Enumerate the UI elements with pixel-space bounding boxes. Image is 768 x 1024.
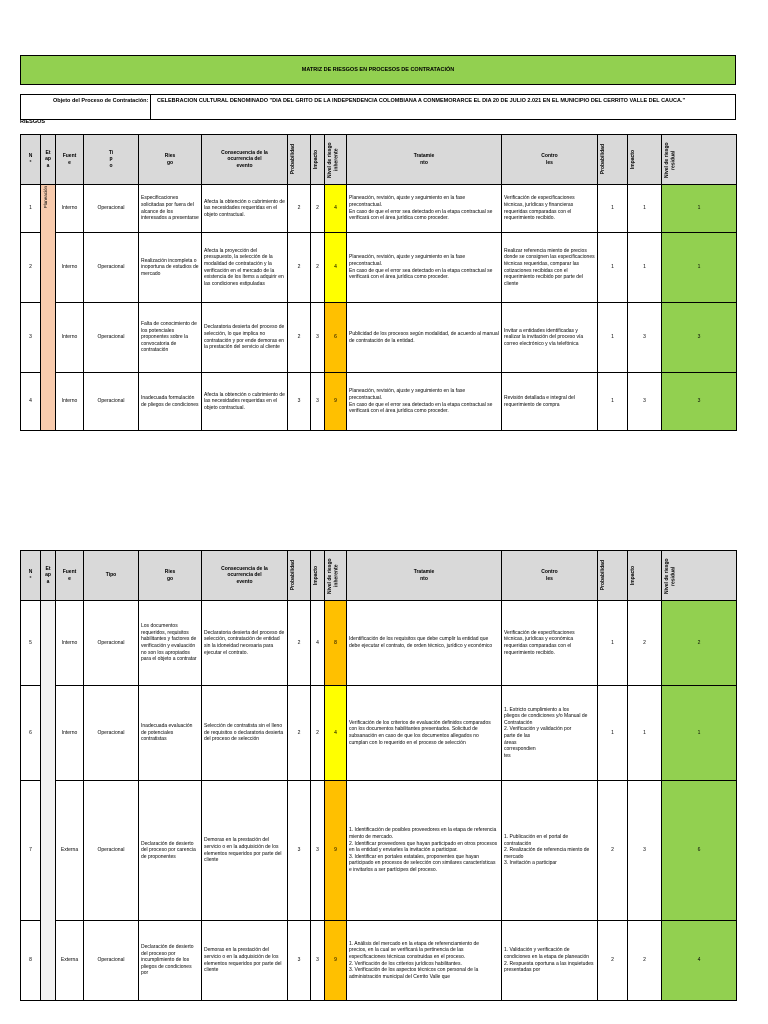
- impacto-residual-cell: 3: [628, 373, 662, 431]
- fuente-cell: Externa: [56, 781, 84, 921]
- riesgo-cell: Inadecuada evaluación de potenciales contratistas: [139, 686, 202, 781]
- header-nivel-residual: Nivel de riesgo residual: [662, 135, 737, 185]
- controles-cell: Realizar referencia miento de precios donde se consignen las especificaciones técnicas requeridas, comparar las cotizaciones recibidas con el requerimiento recibido por parte del cliente: [502, 233, 598, 303]
- fuente-cell: Interno: [56, 233, 84, 303]
- consecuencia-cell: Selección de contratista sin el lleno de requisitos o declaratoria desierta del proceso de selección: [202, 686, 288, 781]
- impacto-residual-cell: 3: [628, 781, 662, 921]
- impacto-residual-cell: 1: [628, 185, 662, 233]
- riesgo-cell: Declaración de desierto del proceso por incumplimiento de los pliegos de condiciones por: [139, 921, 202, 1001]
- impacto-cell: 2: [311, 233, 325, 303]
- tipo-cell: Operacional: [84, 233, 139, 303]
- consecuencia-cell: Afecta la obtención o cubrimiento de las necesidades requeridas en el objeto contractual.: [202, 185, 288, 233]
- impacto-cell: 2: [311, 686, 325, 781]
- nivel-residual-cell: 1: [662, 185, 737, 233]
- probabilidad-residual-cell: 2: [598, 781, 628, 921]
- tratamiento-cell: Publicidad de los procesos según modalidad, de acuerdo al manual de contratación de la entidad.: [347, 303, 502, 373]
- riesgo-cell: Declaración de desierto del proceso por carencia de proponentes: [139, 781, 202, 921]
- table-1-header-row: [21, 135, 737, 185]
- fuente-cell: Externa: [56, 921, 84, 1001]
- header-etapa: Et ap a: [41, 551, 56, 601]
- risk-number: 7: [21, 781, 41, 921]
- impacto-cell: 2: [311, 185, 325, 233]
- risk-number: 4: [21, 373, 41, 431]
- consecuencia-cell: Afecta la obtención o cubrimiento de las necesidades requeridas en el objeto contractual.: [202, 373, 288, 431]
- header-n: N °: [21, 551, 41, 601]
- header-tratamiento: Tratamie nto: [347, 551, 502, 601]
- controles-cell: Revisión detallada e integral del requerimiento de compra: [502, 373, 598, 431]
- tipo-cell: Operacional: [84, 781, 139, 921]
- nivel-residual-cell: 2: [662, 601, 737, 686]
- table-row: [21, 921, 737, 1001]
- probabilidad-cell: 2: [288, 686, 311, 781]
- probabilidad-residual-cell: 1: [598, 373, 628, 431]
- riesgo-cell: Los documentos requeridos, requisitos habilitantes y factores de verificación y evaluación no son los apropiados para el objeto a contratar: [139, 601, 202, 686]
- tratamiento-cell: Identificación de los requisitos que debe cumplir la entidad que debe ejecutar el contrato, de orden técnico, jurídico y económico: [347, 601, 502, 686]
- riesgo-cell: Falta de conocimiento de los potenciales proponentes sobre la convocatoria de contratación: [139, 303, 202, 373]
- header-controles: Contro les: [502, 551, 598, 601]
- header-etapa: Et ap a: [41, 135, 56, 185]
- impacto-cell: 3: [311, 781, 325, 921]
- impacto-cell: 3: [311, 373, 325, 431]
- nivel-residual-cell: 4: [662, 921, 737, 1001]
- controles-cell: 1. Publicación en el portal de contratación 2. Realización de referencia miento de mercado 3. Invitación a participar: [502, 781, 598, 921]
- header-riesgo: Ries go: [139, 135, 202, 185]
- impacto-residual-cell: 1: [628, 233, 662, 303]
- section-label: RIESGOS: [20, 119, 46, 125]
- impacto-residual-cell: 2: [628, 921, 662, 1001]
- header-tipo: Ti p o: [84, 135, 139, 185]
- risk-number: 8: [21, 921, 41, 1001]
- fuente-cell: Interno: [56, 373, 84, 431]
- header-impacto-residual: Impacto: [628, 551, 662, 601]
- table-row: [21, 373, 737, 431]
- tratamiento-cell: 1. Identificación de posibles proveedores en la etapa de referencia miento de mercado. 2. Identificar proveedores que hayan participado en otros procesos en la entidad y enviarles la invitación a participar. 3. Identificar en portales estatales, proponentes que hayan participado en procesos de selección con similares características e invitarlos a ser partícipes del proceso.: [347, 781, 502, 921]
- consecuencia-cell: Declaratoria desierta del proceso de selección, contratación de entidad sin la idoneidad necesaria para ejecutar el contrato.: [202, 601, 288, 686]
- riesgo-cell: Inadecuada formulación de pliegos de condiciones: [139, 373, 202, 431]
- tratamiento-cell: Planeación, revisión, ajuste y seguimiento en la fase precontractual. En caso de que el error sea detectado en la etapa contractual se verificará con el área jurídica como proceder.: [347, 233, 502, 303]
- nivel-inherente-cell: 8: [325, 601, 347, 686]
- objeto-value: CELEBRACION CULTURAL DENOMINADO "DIA DEL GRITO DE LA INDEPENDENCIA COLOMBIANA A CONMEMORARCE EL DIA 20 DE JULIO 2.021 EN EL MUNICIPIO DEL CERRITO VALLE DEL CAUCA.": [157, 98, 686, 104]
- tratamiento-cell: Planeación, revisión, ajuste y seguimiento en la fase precontractual. En caso de que el error sea detectado en la etapa contractual se verificará con el área jurídica como proceder.: [347, 185, 502, 233]
- tratamiento-cell: Verificación de los criterios de evaluación definidos comparados con los documentos habilitantes presentados. Solicitud de subsanación en caso de que los documentos allegados no cumplan con lo requerido en el proceso de selección: [347, 686, 502, 781]
- nivel-residual-cell: 6: [662, 781, 737, 921]
- probabilidad-residual-cell: 1: [598, 686, 628, 781]
- table-row: [21, 781, 737, 921]
- header-probabilidad-residual: Probabilidad: [598, 135, 628, 185]
- tipo-cell: Operacional: [84, 686, 139, 781]
- fuente-cell: Interno: [56, 601, 84, 686]
- risk-number: 6: [21, 686, 41, 781]
- consecuencia-cell: Demoras en la prestación del servicio o en la adquisición de los elementos requeridos por parte del cliente: [202, 921, 288, 1001]
- tratamiento-cell: 1. Análisis del mercado en la etapa de referenciamiento de precios, en la cual se verificará la pertinencia de las especificaciones técnicas construidas en el proceso. 2. Verificación de los criterios jurídicos habilitantes. 3. Verificación de los aspectos técnicos con personal de la administración municipal del Cerrito Valle que: [347, 921, 502, 1001]
- nivel-inherente-cell: 4: [325, 686, 347, 781]
- controles-cell: Verificación de especificaciones técnicas, jurídicas y económica requeridas comparadas con el requerimiento recibido.: [502, 601, 598, 686]
- table-row: [21, 303, 737, 373]
- etapa-cell: [41, 601, 56, 1001]
- probabilidad-cell: 2: [288, 601, 311, 686]
- header-impacto-residual: Impacto: [628, 135, 662, 185]
- riesgo-cell: Realización incompleta o inoportuna de estudios de mercado: [139, 233, 202, 303]
- probabilidad-residual-cell: 1: [598, 185, 628, 233]
- header-nivel-residual: Nivel de riesgo residual: [662, 551, 737, 601]
- tipo-cell: Operacional: [84, 921, 139, 1001]
- nivel-residual-cell: 1: [662, 233, 737, 303]
- tipo-cell: Operacional: [84, 601, 139, 686]
- tratamiento-cell: Planeación, revisión, ajuste y seguimiento en la fase precontractual. En caso de que el error sea detectado en la etapa contractual se verificará con el área jurídica como proceder.: [347, 373, 502, 431]
- consecuencia-cell: Declaratoria desierta del proceso de selección, lo que implica no contratación y por ende demoras en la prestación del servicio al cliente: [202, 303, 288, 373]
- nivel-inherente-cell: 9: [325, 781, 347, 921]
- nivel-inherente-cell: 4: [325, 233, 347, 303]
- etapa-cell: [41, 185, 56, 431]
- impacto-cell: 4: [311, 601, 325, 686]
- table-row: [21, 601, 737, 686]
- table-row: [21, 686, 737, 781]
- fuente-cell: Interno: [56, 303, 84, 373]
- risk-number: 2: [21, 233, 41, 303]
- nivel-residual-cell: 3: [662, 303, 737, 373]
- header-consecuencia: Consecuencia de la ocurrencia del evento: [202, 551, 288, 601]
- risk-number: 1: [21, 185, 41, 233]
- etapa-label: Planeación: [43, 186, 48, 209]
- probabilidad-cell: 3: [288, 781, 311, 921]
- header-probabilidad: Probabilidad: [288, 135, 311, 185]
- header-probabilidad-residual: Probabilidad: [598, 551, 628, 601]
- probabilidad-residual-cell: 1: [598, 303, 628, 373]
- probabilidad-cell: 2: [288, 303, 311, 373]
- header-probabilidad: Probabilidad: [288, 551, 311, 601]
- header-nivel-inherente: Nivel de riesgo inherente: [325, 551, 347, 601]
- controles-cell: 1. Estricto cumplimiento a los pliegos de condiciones y/o Manual de Contratación 2. Verificación y validación por parte de las áreas correspondien tes: [502, 686, 598, 781]
- nivel-inherente-cell: 9: [325, 373, 347, 431]
- risk-number: 3: [21, 303, 41, 373]
- risk-table-1: [20, 134, 737, 431]
- probabilidad-residual-cell: 2: [598, 921, 628, 1001]
- header-impacto: Impacto: [311, 135, 325, 185]
- matrix-title: MATRIZ DE RIESGOS EN PROCESOS DE CONTRATACIÓN: [20, 55, 736, 85]
- tipo-cell: Operacional: [84, 185, 139, 233]
- table-2-header-row: [21, 551, 737, 601]
- header-consecuencia: Consecuencia de la ocurrencia del evento: [202, 135, 288, 185]
- probabilidad-residual-cell: 1: [598, 601, 628, 686]
- nivel-inherente-cell: 4: [325, 185, 347, 233]
- probabilidad-cell: 2: [288, 185, 311, 233]
- header-nivel-inherente: Nivel de riesgo inherente: [325, 135, 347, 185]
- consecuencia-cell: Demoras en la prestación del servicio o en la adquisición de los elementos requeridos por parte del cliente: [202, 781, 288, 921]
- controles-cell: Verificación de especificaciones técnicas, jurídicas y financieras requeridas comparadas con el requerimiento recibido.: [502, 185, 598, 233]
- consecuencia-cell: Afecta la proyección del presupuesto, la selección de la modalidad de contratación y la verificación en el mercado de la existencia de los ítems a adquirir en las condiciones estipuladas: [202, 233, 288, 303]
- risk-number: 5: [21, 601, 41, 686]
- riesgo-cell: Especificaciones solicitadas por fuera del alcance de los interesados a presentarse: [139, 185, 202, 233]
- tipo-cell: Operacional: [84, 303, 139, 373]
- impacto-cell: 3: [311, 921, 325, 1001]
- objeto-row: [20, 94, 736, 120]
- probabilidad-cell: 3: [288, 373, 311, 431]
- impacto-residual-cell: 2: [628, 601, 662, 686]
- header-fuente: Fuent e: [56, 551, 84, 601]
- probabilidad-cell: 3: [288, 921, 311, 1001]
- header-controles: Contro les: [502, 135, 598, 185]
- impacto-residual-cell: 1: [628, 686, 662, 781]
- risk-table-2: [20, 550, 737, 1001]
- tipo-cell: Operacional: [84, 373, 139, 431]
- header-riesgo: Ries go: [139, 551, 202, 601]
- header-n: N °: [21, 135, 41, 185]
- header-fuente: Fuent e: [56, 135, 84, 185]
- fuente-cell: Interno: [56, 686, 84, 781]
- impacto-cell: 3: [311, 303, 325, 373]
- header-tratamiento: Tratamie nto: [347, 135, 502, 185]
- fuente-cell: Interno: [56, 185, 84, 233]
- nivel-inherente-cell: 6: [325, 303, 347, 373]
- nivel-residual-cell: 1: [662, 686, 737, 781]
- table-row: [21, 185, 737, 233]
- impacto-residual-cell: 3: [628, 303, 662, 373]
- objeto-label: Objeto del Proceso de Contratación:: [21, 95, 151, 119]
- header-tipo: Tipo: [84, 551, 139, 601]
- nivel-inherente-cell: 9: [325, 921, 347, 1001]
- probabilidad-cell: 2: [288, 233, 311, 303]
- probabilidad-residual-cell: 1: [598, 233, 628, 303]
- controles-cell: Invitar a entidades identificadas y realizar la invitación del proceso vía correo electrónico y vía telefónica: [502, 303, 598, 373]
- controles-cell: 1. Validación y verificación de condiciones en la etapa de planeación 2. Respuesta oportuna a las inquietudes presentadas por: [502, 921, 598, 1001]
- header-impacto: Impacto: [311, 551, 325, 601]
- table-row: [21, 233, 737, 303]
- nivel-residual-cell: 3: [662, 373, 737, 431]
